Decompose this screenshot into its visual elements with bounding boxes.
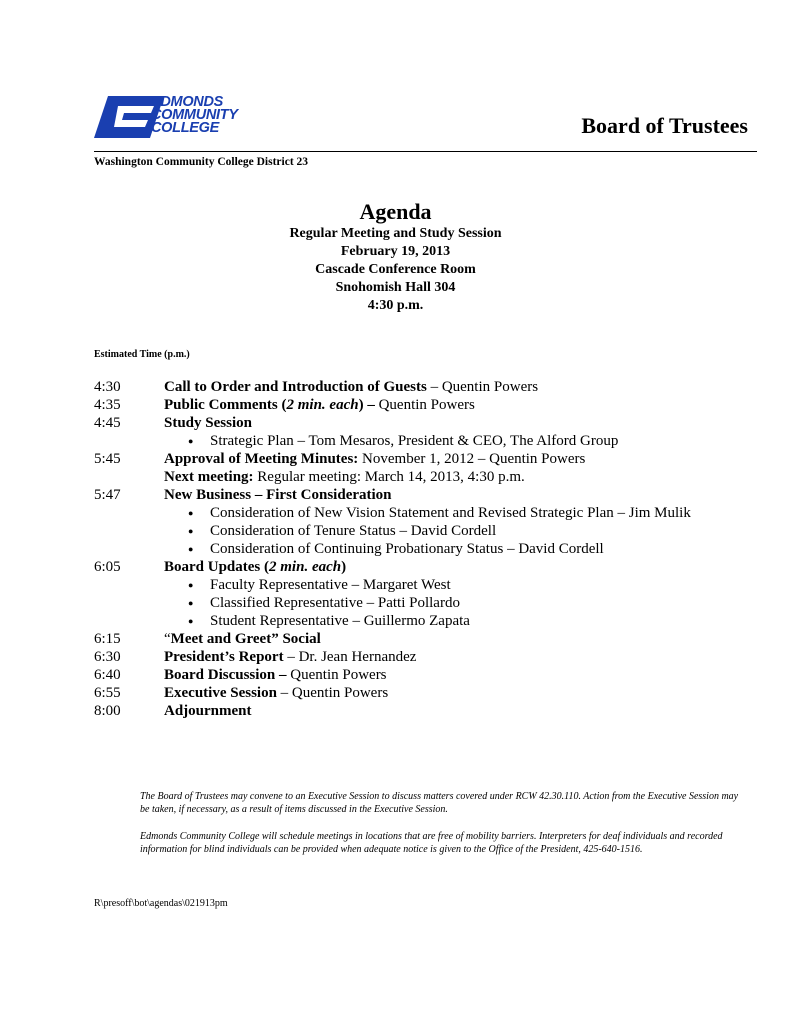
item-title: Board Discussion – — [164, 667, 287, 683]
item-content — [164, 684, 734, 702]
item-title: Study Session — [164, 415, 252, 431]
subitem-text: Classified Representative – Patti Pollardo — [210, 595, 460, 611]
file-path: R\presoff\bot\agendas\021913pm — [94, 898, 228, 909]
item-time: 4:45 — [94, 415, 121, 431]
subitem-text: Student Representative – Guillermo Zapata — [210, 613, 470, 629]
item-presenter: – Quentin Powers — [426, 379, 539, 395]
item-time: 6:40 — [94, 667, 121, 683]
item-title: President’s Report — [164, 649, 284, 665]
item-prefix: “ — [164, 631, 171, 647]
subitem-text: Strategic Plan – Tom Mesaros, President & CEO, The Alford Group — [210, 433, 619, 449]
agenda-item — [94, 468, 734, 486]
agenda-item — [94, 396, 734, 414]
logo-wordmark: EDMONDS COMMUNITY COLLEGE — [151, 94, 238, 136]
meeting-time: 4:30 p.m. — [367, 298, 424, 313]
bullet-icon: ● — [188, 580, 194, 590]
agenda-item — [94, 558, 734, 576]
district-name: Washington Community College District 23 — [94, 156, 309, 168]
item-content — [164, 558, 734, 576]
agenda-item — [94, 684, 734, 702]
meeting-details — [0, 225, 791, 315]
item-content — [164, 378, 734, 396]
agenda-subitem — [188, 540, 734, 558]
accessibility-note: Edmonds Community College will schedule meetings in locations that are free of mobility barriers. Interpreters for deaf individuals and recorded information for blind individuals can be provided when adequate notice is given to the Office of the President, 425-640-1516. — [140, 831, 723, 855]
item-time: 4:35 — [94, 397, 121, 413]
agenda-item — [94, 630, 734, 648]
item-title: Next meeting: — [164, 469, 254, 485]
item-duration: 2 min. each — [286, 397, 359, 413]
bullet-icon: ● — [188, 616, 194, 626]
item-title: Board Updates ( — [164, 559, 270, 575]
item-content — [164, 468, 734, 486]
item-title: Call to Order and Introduction of Guests — [164, 379, 427, 395]
agenda-item — [94, 450, 734, 468]
agenda-item — [94, 648, 734, 666]
bullet-icon: ● — [188, 508, 194, 518]
item-time: 5:47 — [94, 487, 121, 503]
item-time: 6:55 — [94, 685, 121, 701]
header-divider — [94, 151, 757, 152]
item-time: 6:30 — [94, 649, 121, 665]
item-title: New Business – First Consideration — [164, 487, 392, 503]
bullet-icon: ● — [188, 544, 194, 554]
meeting-type: Regular Meeting and Study Session — [289, 226, 502, 241]
agenda-title: Agenda — [359, 199, 432, 224]
item-presenter: Quentin Powers — [374, 397, 475, 413]
item-content — [164, 702, 734, 720]
item-title-suffix: ) — [341, 559, 347, 575]
agenda-subitem — [188, 594, 734, 612]
agenda-items — [94, 378, 734, 720]
item-content — [164, 666, 734, 684]
board-title: Board of Trustees — [581, 113, 748, 138]
agenda-subitem — [188, 612, 734, 630]
agenda-item — [94, 702, 734, 720]
item-presenter: – Quentin Powers — [276, 685, 389, 701]
item-presenter: Regular meeting: March 14, 2013, 4:30 p.m. — [253, 469, 525, 485]
item-time: 4:30 — [94, 379, 121, 395]
item-title: Adjournment — [164, 703, 252, 719]
item-content — [164, 414, 734, 432]
agenda-item — [94, 378, 734, 396]
meeting-room: Cascade Conference Room — [315, 262, 476, 277]
agenda-subitem — [188, 432, 734, 450]
item-content — [164, 648, 734, 666]
item-time: 5:45 — [94, 451, 121, 467]
item-time: 8:00 — [94, 703, 121, 719]
item-title: Meet and Greet” Social — [170, 631, 321, 647]
subitem-text: Faculty Representative – Margaret West — [210, 577, 451, 593]
item-content — [164, 450, 734, 468]
item-time: 6:15 — [94, 631, 121, 647]
agenda-subitem — [188, 504, 734, 522]
item-content — [164, 630, 734, 648]
item-title: Public Comments ( — [164, 397, 287, 413]
item-presenter: November 1, 2012 – Quentin Powers — [358, 451, 586, 467]
meeting-building: Snohomish Hall 304 — [335, 280, 456, 295]
item-content — [164, 396, 734, 414]
subitem-text: Consideration of Tenure Status – David Cordell — [210, 523, 497, 539]
agenda-item — [94, 414, 734, 432]
bullet-icon: ● — [188, 598, 194, 608]
item-title: Executive Session — [164, 685, 277, 701]
item-title: Approval of Meeting Minutes: — [164, 451, 359, 467]
subitem-text: Consideration of Continuing Probationary Status – David Cordell — [210, 541, 604, 557]
executive-session-note: The Board of Trustees may convene to an Executive Session to discuss matters covered under RCW 42.30.110. Action from the Executive Session may be taken, if necessary, as a result of items discussed in the Executive Session. — [140, 791, 739, 815]
estimated-time-label: Estimated Time (p.m.) — [94, 349, 190, 360]
meeting-date: February 19, 2013 — [340, 244, 451, 259]
subitem-text: Consideration of New Vision Statement and Revised Strategic Plan – Jim Mulik — [210, 505, 691, 521]
item-title-suffix: ) – — [358, 397, 375, 413]
item-duration: 2 min. each — [269, 559, 342, 575]
item-presenter: – Dr. Jean Hernandez — [283, 649, 417, 665]
item-presenter: Quentin Powers — [286, 667, 387, 683]
bullet-icon: ● — [188, 436, 194, 446]
agenda-subitem — [188, 576, 734, 594]
bullet-icon: ● — [188, 526, 194, 536]
agenda-item — [94, 486, 734, 504]
agenda-subitem — [188, 522, 734, 540]
agenda-item — [94, 666, 734, 684]
item-time: 6:05 — [94, 559, 121, 575]
item-content — [164, 486, 734, 504]
